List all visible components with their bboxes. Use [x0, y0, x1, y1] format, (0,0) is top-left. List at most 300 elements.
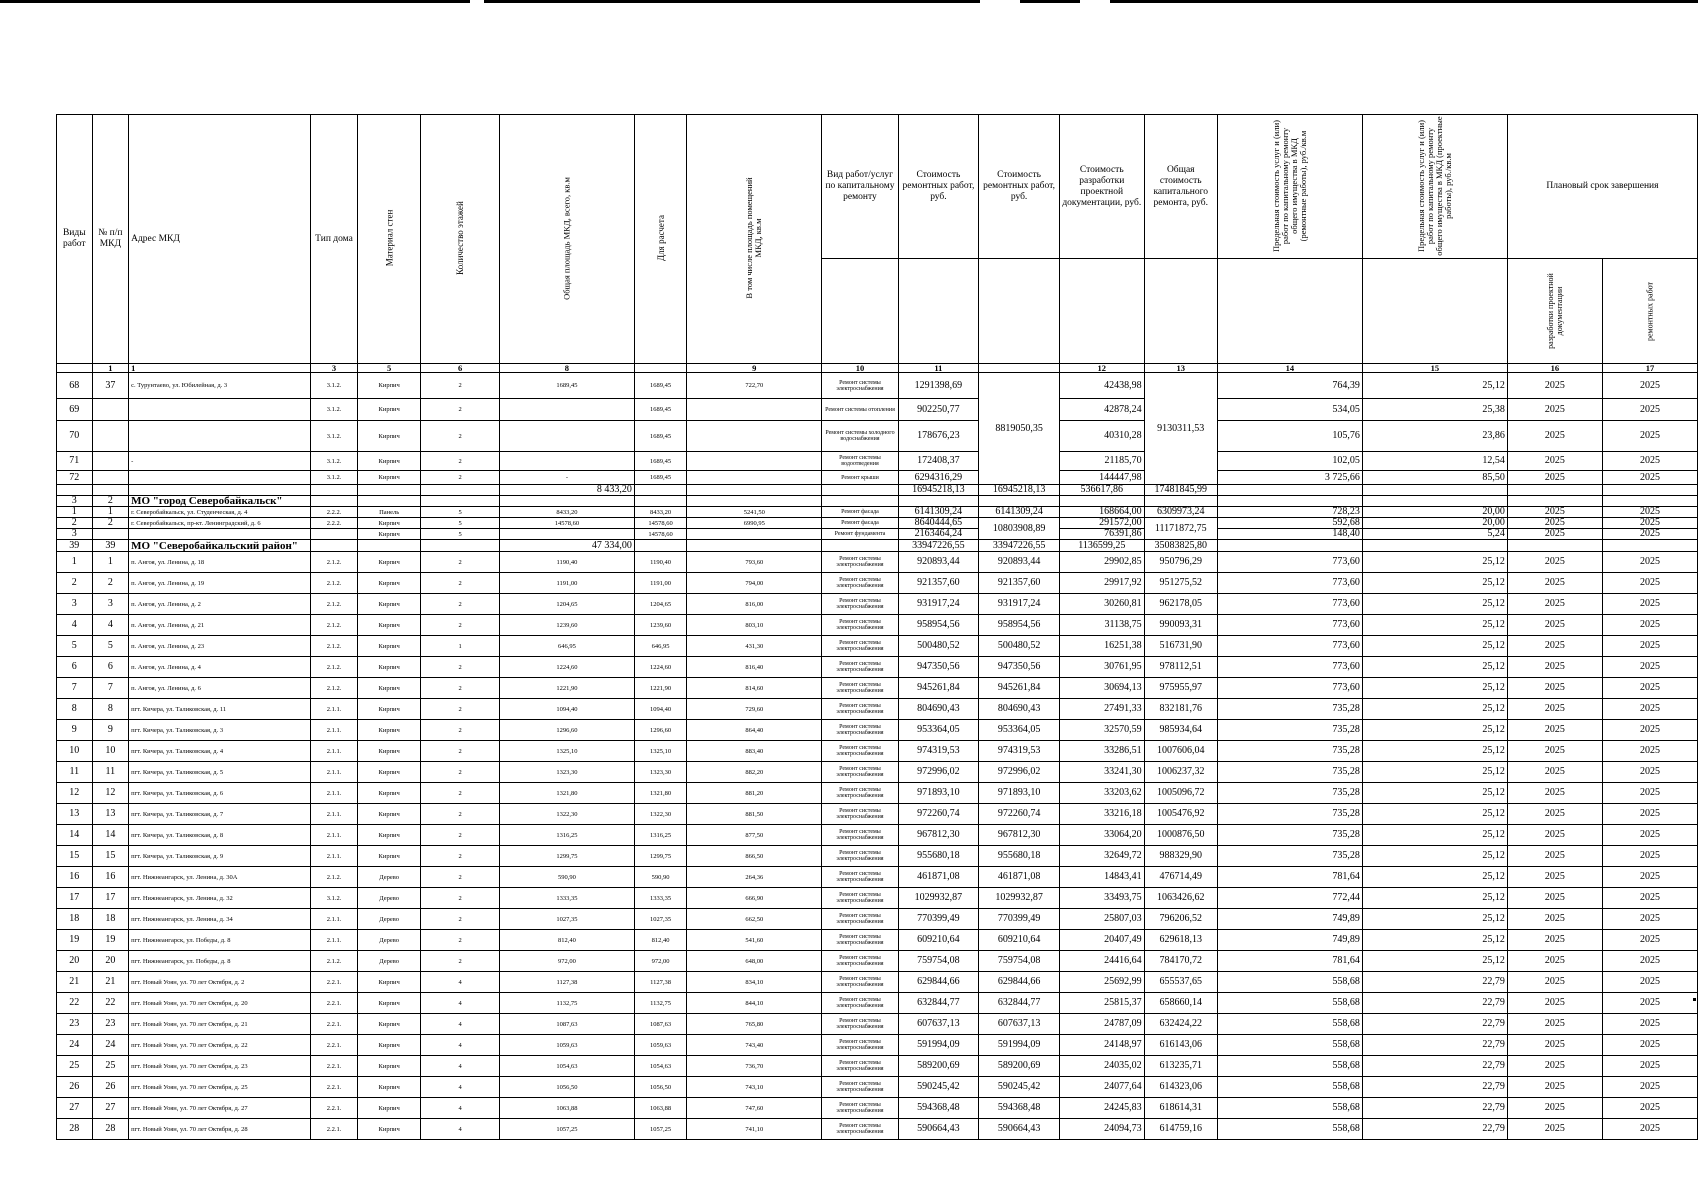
repair-cost-cell: 902250,77: [898, 399, 978, 421]
year-repair-cell: 2025: [1602, 529, 1697, 540]
mkd-number: 1: [92, 507, 128, 518]
limit-repair-cell: 558,68: [1217, 1077, 1362, 1098]
limit-repair-cell: 148,40: [1217, 529, 1362, 540]
address-cell: пгт. Кичера, ул. Таликовская, д. 3: [129, 720, 311, 741]
limit-design-cell: 25,12: [1362, 888, 1507, 909]
limit-repair-cell: 558,68: [1217, 1119, 1362, 1140]
table-row: [57, 471, 1698, 485]
year-design-cell: 2025: [1507, 909, 1602, 930]
design-cost-cell: 42438,98: [1059, 373, 1144, 399]
mkd-number: 16: [92, 867, 128, 888]
header-work-type: Вид работ/услуг по капитальному ремонту: [822, 115, 898, 259]
limit-repair-cell: 773,60: [1217, 615, 1362, 636]
house-type-cell: 3.1.2.: [310, 888, 357, 909]
column-numbers-row: [57, 364, 1698, 373]
total-area-cell: 1224,60: [499, 657, 634, 678]
year-design-cell: 2025: [1507, 573, 1602, 594]
table-row: [57, 594, 1698, 615]
col-num: 9: [687, 364, 822, 373]
design-cost-cell: 24416,64: [1059, 951, 1144, 972]
repair-cost-2-cell: 947350,56: [979, 657, 1060, 678]
floors-cell: 1: [421, 636, 500, 657]
address-cell: г. Северобайкальск, пр-кт. Ленинградский, д. 6: [129, 518, 311, 529]
limit-repair-cell: 749,89: [1217, 909, 1362, 930]
floors-cell: 2: [421, 867, 500, 888]
row-number: 21: [57, 972, 93, 993]
address-cell: п. Ангоя, ул. Ленина, д. 23: [129, 636, 311, 657]
address-cell: [129, 421, 311, 452]
year-design-cell: 2025: [1507, 1056, 1602, 1077]
wall-material-cell: Кирпич: [358, 1119, 421, 1140]
calc-area-cell: 1224,60: [634, 657, 686, 678]
year-repair-cell: 2025: [1602, 1119, 1697, 1140]
calc-area-cell: 1059,63: [634, 1035, 686, 1056]
total-area-cell: 1059,63: [499, 1035, 634, 1056]
table-cell: [421, 485, 500, 496]
limit-repair-cell: 735,28: [1217, 762, 1362, 783]
row-number: 26: [57, 1077, 93, 1098]
year-design-cell: 2025: [1507, 552, 1602, 573]
repair-cost-cell: 770399,49: [898, 909, 978, 930]
work-type-cell: Ремонт системы электроснабжения: [822, 846, 898, 867]
repair-cost-cell: 1291398,69: [898, 373, 978, 399]
table-row: [57, 1077, 1698, 1098]
total-cost-cell: 962178,05: [1144, 594, 1217, 615]
limit-design-cell: 25,12: [1362, 720, 1507, 741]
total-area-cell: 1299,75: [499, 846, 634, 867]
col-num: 5: [358, 364, 421, 373]
limit-repair-cell: 735,28: [1217, 699, 1362, 720]
repair-cost-2-cell: 967812,30: [979, 825, 1060, 846]
total-cost-cell: 784170,72: [1144, 951, 1217, 972]
limit-design-cell: 25,12: [1362, 783, 1507, 804]
year-repair-cell: 2025: [1602, 972, 1697, 993]
table-row: [57, 993, 1698, 1014]
premises-area-cell: 881,50: [687, 804, 822, 825]
row-number: 2: [57, 573, 93, 594]
mkd-number: 15: [92, 846, 128, 867]
calc-area-cell: 1054,63: [634, 1056, 686, 1077]
year-design-cell: 2025: [1507, 720, 1602, 741]
year-design-cell: 2025: [1507, 1035, 1602, 1056]
repair-cost-2-cell: 953364,05: [979, 720, 1060, 741]
summary-c12: 16945218,13: [979, 485, 1060, 496]
work-type-cell: Ремонт системы водоотведения: [822, 452, 898, 471]
limit-repair-cell: 558,68: [1217, 972, 1362, 993]
premises-area-cell: 729,60: [687, 699, 822, 720]
limit-design-cell: 25,12: [1362, 804, 1507, 825]
header-blank: [1144, 259, 1217, 364]
total-cost-cell: 655537,65: [1144, 972, 1217, 993]
wall-material-cell: Кирпич: [358, 452, 421, 471]
mkd-number: [92, 421, 128, 452]
summary-row: [57, 485, 1698, 496]
header-blank: [898, 259, 978, 364]
repair-cost-2-cell: 770399,49: [979, 909, 1060, 930]
design-cost-cell: 33493,75: [1059, 888, 1144, 909]
calc-area-cell: 1321,80: [634, 783, 686, 804]
floors-cell: 2: [421, 930, 500, 951]
col-num: 14: [1217, 364, 1362, 373]
address-cell: п. Ангоя, ул. Ленина, д. 21: [129, 615, 311, 636]
repair-cost-cell: 629844,66: [898, 972, 978, 993]
work-type-cell: Ремонт системы электроснабжения: [822, 699, 898, 720]
mkd-number: 24: [92, 1035, 128, 1056]
house-type-cell: 2.2.1.: [310, 1035, 357, 1056]
address-cell: пгт. Кичера, ул. Таликовская, д. 9: [129, 846, 311, 867]
address-cell: пгт. Кичера, ул. Таликовская, д. 6: [129, 783, 311, 804]
row-number: 1: [57, 552, 93, 573]
premises-area-cell: 816,00: [687, 594, 822, 615]
floors-cell: 4: [421, 1035, 500, 1056]
repair-cost-2-cell: 971893,10: [979, 783, 1060, 804]
premises-area-cell: 743,40: [687, 1035, 822, 1056]
premises-area-cell: 722,70: [687, 373, 822, 399]
repair-cost-cell: 6294316,29: [898, 471, 978, 485]
design-cost-cell: 144447,98: [1059, 471, 1144, 485]
col-num: 16: [1507, 364, 1602, 373]
year-repair-cell: 2025: [1602, 452, 1697, 471]
wall-material-cell: Кирпич: [358, 636, 421, 657]
total-area-cell: 1296,60: [499, 720, 634, 741]
table-cell: [1217, 540, 1362, 552]
floors-cell: 5: [421, 529, 500, 540]
col-num: 1: [129, 364, 311, 373]
premises-area-cell: 743,10: [687, 1077, 822, 1098]
row-number: 11: [57, 762, 93, 783]
year-repair-cell: 2025: [1602, 615, 1697, 636]
limit-design-cell: 22,79: [1362, 1119, 1507, 1140]
design-cost-cell: 24148,97: [1059, 1035, 1144, 1056]
house-type-cell: 3.1.2.: [310, 399, 357, 421]
calc-area-cell: 1204,65: [634, 594, 686, 615]
calc-area-cell: 1333,35: [634, 888, 686, 909]
summary-c14: 17481845,99: [1144, 485, 1217, 496]
address-cell: пгт. Новый Уоян, ул. 70 лет Октября, д. 25: [129, 1077, 311, 1098]
header-blank: [1217, 259, 1362, 364]
calc-area-cell: 1689,45: [634, 452, 686, 471]
house-type-cell: 2.1.1.: [310, 783, 357, 804]
address-cell: пгт. Нижнеангарск, ул. Победы, д. 8: [129, 930, 311, 951]
table-cell: [634, 540, 686, 552]
col-num: 3: [310, 364, 357, 373]
wall-material-cell: Кирпич: [358, 421, 421, 452]
mkd-number: 8: [92, 699, 128, 720]
address-cell: п. Ангоя, ул. Ленина, д. 18: [129, 552, 311, 573]
floors-cell: 4: [421, 1056, 500, 1077]
work-type-cell: Ремонт системы электроснабжения: [822, 657, 898, 678]
house-type-cell: 2.1.1.: [310, 804, 357, 825]
year-repair-cell: 2025: [1602, 471, 1697, 485]
table-row: [57, 888, 1698, 909]
calc-area-cell: 812,40: [634, 930, 686, 951]
address-cell: с. Турунтаево, ул. Юбилейная, д. 3: [129, 373, 311, 399]
calc-area-cell: 972,00: [634, 951, 686, 972]
total-area-cell: 1322,30: [499, 804, 634, 825]
house-type-cell: 2.2.1.: [310, 1098, 357, 1119]
calc-area-cell: 1323,30: [634, 762, 686, 783]
limit-design-cell: 25,12: [1362, 867, 1507, 888]
limit-repair-cell: 3 725,66: [1217, 471, 1362, 485]
wall-material-cell: Кирпич: [358, 1098, 421, 1119]
total-area-cell: 1094,40: [499, 699, 634, 720]
mkd-number: 12: [92, 783, 128, 804]
group-number: 3: [57, 496, 93, 507]
calc-area-cell: 1191,00: [634, 573, 686, 594]
repair-cost-cell: 172408,37: [898, 452, 978, 471]
limit-design-cell: 25,12: [1362, 615, 1507, 636]
year-design-cell: 2025: [1507, 636, 1602, 657]
table-row: [57, 552, 1698, 573]
group-area: 47 334,00: [499, 540, 634, 552]
year-repair-cell: 2025: [1602, 573, 1697, 594]
calc-area-cell: 590,90: [634, 867, 686, 888]
table-cell: [1217, 496, 1362, 507]
work-type-cell: Ремонт системы электроснабжения: [822, 972, 898, 993]
total-cost-cell: 950796,29: [1144, 552, 1217, 573]
design-cost-cell: 27491,33: [1059, 699, 1144, 720]
group-c12: 33947226,55: [979, 540, 1060, 552]
address-cell: пгт. Кичера, ул. Таликовская, д. 8: [129, 825, 311, 846]
table-cell: [1362, 540, 1507, 552]
row-number: 16: [57, 867, 93, 888]
limit-design-cell: 25,12: [1362, 657, 1507, 678]
table-row: [57, 573, 1698, 594]
row-number: 18: [57, 909, 93, 930]
limit-repair-cell: 764,39: [1217, 373, 1362, 399]
calc-area-cell: 14578,60: [634, 529, 686, 540]
repair-cost-cell: 589200,69: [898, 1056, 978, 1077]
design-cost-cell: 30260,81: [1059, 594, 1144, 615]
total-cost-cell: 1005096,72: [1144, 783, 1217, 804]
year-design-cell: 2025: [1507, 972, 1602, 993]
limit-repair-cell: 534,05: [1217, 399, 1362, 421]
calc-area-cell: 1689,45: [634, 471, 686, 485]
repair-cost-2-cell: 607637,13: [979, 1014, 1060, 1035]
year-repair-cell: 2025: [1602, 399, 1697, 421]
limit-design-cell: 25,12: [1362, 741, 1507, 762]
wall-material-cell: Кирпич: [358, 1035, 421, 1056]
table-cell: [1507, 485, 1602, 496]
design-cost-cell: 33064,20: [1059, 825, 1144, 846]
premises-area-cell: 5241,50: [687, 507, 822, 518]
limit-repair-cell: 728,23: [1217, 507, 1362, 518]
floors-cell: 2: [421, 657, 500, 678]
header-row: [57, 115, 1698, 259]
year-repair-cell: 2025: [1602, 507, 1697, 518]
total-area-cell: 1325,10: [499, 741, 634, 762]
floors-cell: 2: [421, 615, 500, 636]
header-house-type: Тип дома: [310, 115, 357, 364]
design-cost-cell: 29902,85: [1059, 552, 1144, 573]
limit-design-cell: 25,12: [1362, 846, 1507, 867]
table-row: [57, 1035, 1698, 1056]
premises-area-cell: [687, 399, 822, 421]
address-cell: [129, 399, 311, 421]
house-type-cell: 2.1.2.: [310, 867, 357, 888]
address-cell: пгт. Нижнеангарск, ул. Победы, д. 8: [129, 951, 311, 972]
floors-cell: 2: [421, 846, 500, 867]
col-num: 10: [822, 364, 898, 373]
total-cost-cell: 832181,76: [1144, 699, 1217, 720]
limit-repair-cell: 102,05: [1217, 452, 1362, 471]
wall-material-cell: Кирпич: [358, 529, 421, 540]
design-cost-cell: 168664,00: [1059, 507, 1144, 518]
wall-material-cell: Кирпич: [358, 373, 421, 399]
mkd-number: 18: [92, 909, 128, 930]
total-area-cell: 1054,63: [499, 1056, 634, 1077]
repair-cost-2-cell: 609210,64: [979, 930, 1060, 951]
mkd-number: 20: [92, 951, 128, 972]
header-total-cost: Общая стоимость капитального ремонта, руб.: [1144, 115, 1217, 259]
row-number: 68: [57, 373, 93, 399]
mkd-number: 14: [92, 825, 128, 846]
year-design-cell: 2025: [1507, 471, 1602, 485]
repair-cost-2-cell: 589200,69: [979, 1056, 1060, 1077]
design-cost-cell: 21185,70: [1059, 452, 1144, 471]
work-type-cell: Ремонт крыши: [822, 471, 898, 485]
design-cost-cell: 25815,37: [1059, 993, 1144, 1014]
total-area-cell: 1063,88: [499, 1098, 634, 1119]
address-cell: пгт. Кичера, ул. Таликовская, д. 7: [129, 804, 311, 825]
group-row: [57, 540, 1698, 552]
limit-design-cell: 22,79: [1362, 972, 1507, 993]
total-area-cell: [499, 421, 634, 452]
repair-cost-2-cell: 594368,48: [979, 1098, 1060, 1119]
total-cost-cell: 613235,71: [1144, 1056, 1217, 1077]
premises-area-cell: 794,00: [687, 573, 822, 594]
limit-repair-cell: 773,60: [1217, 573, 1362, 594]
floors-cell: 2: [421, 373, 500, 399]
house-type-cell: 2.1.1.: [310, 930, 357, 951]
row-number: 5: [57, 636, 93, 657]
premises-area-cell: 834,10: [687, 972, 822, 993]
limit-design-cell: 25,12: [1362, 573, 1507, 594]
repair-cost-cell: 6141309,24: [898, 507, 978, 518]
repair-cost-cell: 931917,24: [898, 594, 978, 615]
design-cost-cell: 20407,49: [1059, 930, 1144, 951]
total-area-cell: 1087,63: [499, 1014, 634, 1035]
repair-cost-cell: 591994,09: [898, 1035, 978, 1056]
house-type-cell: 2.1.2.: [310, 594, 357, 615]
mkd-number: 11: [92, 762, 128, 783]
wall-material-cell: Кирпич: [358, 471, 421, 485]
header-wall-material: Материал стен: [358, 115, 421, 364]
house-type-cell: 2.2.2.: [310, 518, 357, 529]
mkd-number: 1: [92, 552, 128, 573]
work-type-cell: Ремонт фасада: [822, 518, 898, 529]
design-cost-cell: 33216,18: [1059, 804, 1144, 825]
row-number: 3: [57, 594, 93, 615]
total-cost-cell: 1000876,50: [1144, 825, 1217, 846]
total-area-cell: 1333,35: [499, 888, 634, 909]
year-design-cell: 2025: [1507, 421, 1602, 452]
repair-cost-2-cell: 920893,44: [979, 552, 1060, 573]
total-area-cell: 590,90: [499, 867, 634, 888]
premises-area-cell: 883,40: [687, 741, 822, 762]
mkd-number: [92, 471, 128, 485]
total-cost-cell: 978112,51: [1144, 657, 1217, 678]
table-cell: [92, 485, 128, 496]
year-design-cell: 2025: [1507, 1077, 1602, 1098]
repair-cost-2-cell: 500480,52: [979, 636, 1060, 657]
limit-repair-cell: 558,68: [1217, 1035, 1362, 1056]
mkd-number: 10: [92, 741, 128, 762]
limit-design-cell: 22,79: [1362, 993, 1507, 1014]
table-row: [57, 825, 1698, 846]
limit-design-cell: 25,12: [1362, 825, 1507, 846]
work-type-cell: Ремонт системы электроснабжения: [822, 825, 898, 846]
repair-cost-2-cell: 958954,56: [979, 615, 1060, 636]
table-row: [57, 657, 1698, 678]
repair-cost-cell: 178676,23: [898, 421, 978, 452]
repair-cost-cell: 461871,08: [898, 867, 978, 888]
table-row: [57, 804, 1698, 825]
work-type-cell: Ремонт системы электроснабжения: [822, 951, 898, 972]
house-type-cell: 2.2.1.: [310, 1014, 357, 1035]
year-repair-cell: 2025: [1602, 1056, 1697, 1077]
premises-area-cell: 666,90: [687, 888, 822, 909]
table-row: [57, 846, 1698, 867]
wall-material-cell: Кирпич: [358, 993, 421, 1014]
year-repair-cell: 2025: [1602, 762, 1697, 783]
repair-cost-2-cell: 945261,84: [979, 678, 1060, 699]
total-cost-cell: 990093,31: [1144, 615, 1217, 636]
wall-material-cell: Кирпич: [358, 573, 421, 594]
year-design-cell: 2025: [1507, 615, 1602, 636]
total-cost-cell: 614323,06: [1144, 1077, 1217, 1098]
table-cell: [634, 485, 686, 496]
premises-area-cell: 793,60: [687, 552, 822, 573]
year-repair-cell: 2025: [1602, 678, 1697, 699]
table-row: [57, 867, 1698, 888]
house-type-cell: 2.1.1.: [310, 720, 357, 741]
limit-repair-cell: 773,60: [1217, 636, 1362, 657]
total-area-cell: 14578,60: [499, 518, 634, 529]
total-cost-cell: 11171872,75: [1144, 518, 1217, 540]
work-type-cell: Ремонт системы электроснабжения: [822, 867, 898, 888]
limit-design-cell: 25,38: [1362, 399, 1507, 421]
limit-design-cell: 85,50: [1362, 471, 1507, 485]
table-cell: [822, 540, 898, 552]
house-type-cell: 2.1.1.: [310, 909, 357, 930]
repair-cost-cell: 590245,42: [898, 1077, 978, 1098]
calc-area-cell: 1057,25: [634, 1119, 686, 1140]
header-blank: [1059, 259, 1144, 364]
table-cell: [687, 540, 822, 552]
repair-cost-cell: 958954,56: [898, 615, 978, 636]
table-row: [57, 373, 1698, 399]
limit-repair-cell: 592,68: [1217, 518, 1362, 529]
year-repair-cell: 2025: [1602, 888, 1697, 909]
year-design-cell: 2025: [1507, 1098, 1602, 1119]
year-design-cell: 2025: [1507, 846, 1602, 867]
house-type-cell: 2.1.2.: [310, 615, 357, 636]
summary-c11: 16945218,13: [898, 485, 978, 496]
col-num: 17: [1602, 364, 1697, 373]
year-repair-cell: 2025: [1602, 867, 1697, 888]
premises-area-cell: 6990,95: [687, 518, 822, 529]
premises-area-cell: 814,60: [687, 678, 822, 699]
year-repair-cell: 2025: [1602, 804, 1697, 825]
premises-area-cell: 881,20: [687, 783, 822, 804]
total-area-cell: 1056,50: [499, 1077, 634, 1098]
table-row: [57, 720, 1698, 741]
row-number: 12: [57, 783, 93, 804]
header-planned-term: Плановый срок завершения: [1507, 115, 1697, 259]
limit-design-cell: 25,12: [1362, 930, 1507, 951]
total-cost-cell: 632424,22: [1144, 1014, 1217, 1035]
